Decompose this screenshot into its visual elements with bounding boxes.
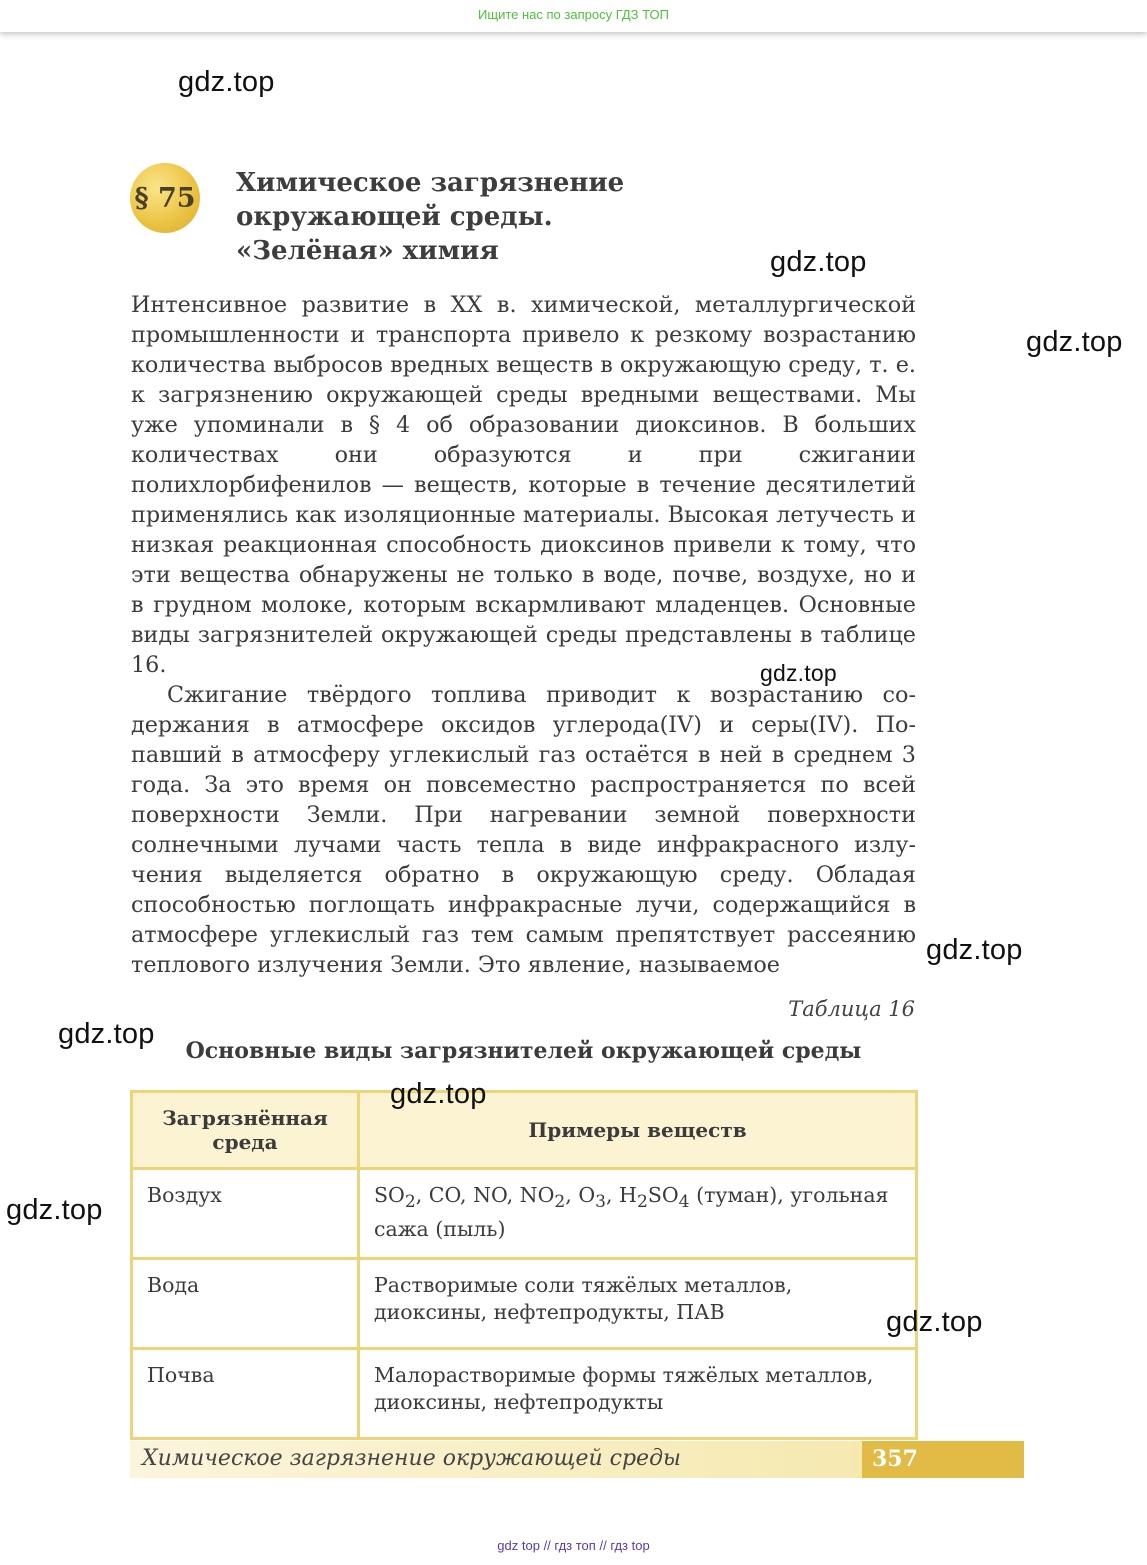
top-bar — [0, 0, 1147, 32]
top-search-link[interactable]: Ищите нас по запросу ГДЗ ТОП — [478, 7, 669, 22]
table-header-row — [132, 1092, 917, 1169]
running-title-band — [130, 1441, 862, 1478]
medium-cell: Воздух — [132, 1169, 359, 1259]
bottom-link[interactable]: gdz top — [497, 1538, 540, 1553]
examples-cell: Малорастворимые формы тяжёлых металлов, диоксины, нефтепродукты — [359, 1349, 917, 1439]
watermark: gdz.top — [886, 1306, 983, 1338]
column-header: Примеры веществ — [359, 1092, 917, 1169]
watermark: gdz.top — [178, 66, 275, 98]
watermark: gdz.top — [58, 1018, 155, 1050]
medium-cell: Почва — [132, 1349, 359, 1439]
table-row — [132, 1259, 917, 1349]
examples-cell: $SO_2$, CO, NO, $NO_2$, $O_3$, $H_2SO_4$ (туман), угольная сажа (пыль) — [359, 1169, 917, 1259]
table-label: Таблица 16 — [788, 997, 915, 1021]
watermark: gdz.top — [390, 1078, 487, 1110]
watermark: gdz.top — [1026, 326, 1123, 358]
running-title: Химическое загрязнение окружающей среды — [142, 1446, 681, 1471]
title-line: Химическое загрязнение — [236, 168, 625, 198]
table-caption: Основные виды загрязнителей окружающей среды — [185, 1038, 862, 1064]
medium-cell: Вода — [132, 1259, 359, 1349]
section-title — [236, 166, 676, 268]
title-line: «Зелёная» химия — [236, 236, 499, 266]
table-row — [132, 1349, 917, 1439]
watermark: gdz.top — [6, 1194, 103, 1226]
page-number-band — [862, 1441, 1024, 1478]
bottom-link[interactable]: гдз top — [610, 1538, 650, 1553]
page-number: 357 — [872, 1446, 918, 1472]
watermark: gdz.top — [760, 660, 837, 686]
examples-tail: (туман), угольная сажа (пыль) — [374, 1183, 889, 1242]
column-header: Загрязнённая среда — [132, 1092, 359, 1169]
watermark: gdz.top — [770, 246, 867, 278]
watermark: gdz.top — [926, 934, 1023, 966]
paragraph: Интенсивное развитие в XX в. химической, металлургической промышленности и транспорта привело к резкому возрастанию количества выбросов вредных веществ в окружающую среду, т. е. к загрязнению окружающей среды вредными веществами. Мы уже упоминали в § 4 об образовании диоксинов. В больших количествах они образуются и при сжигании полихлорбифенилов — веществ, которые в течение десятилетий применялись как изоляционные материалы. Высокая летучесть и низкая реакционная способность диоксинов привели к тому, что эти вещества обнаружены не только в воде, почве, воздухе, но и в грудном молоке, которым вскармливают младенцев. Основные виды загрязнителей окружающей среды представлены в таблице 16. — [131, 292, 916, 678]
separator: // — [543, 1538, 551, 1553]
table-row — [132, 1169, 917, 1259]
separator: // — [599, 1538, 607, 1553]
bottom-links — [0, 1538, 1147, 1553]
examples-cell: Растворимые соли тяжёлых металлов, диоксины, нефтепродукты, ПАВ — [359, 1259, 917, 1349]
pollutants-table — [130, 1090, 918, 1440]
paragraph: Сжигание твёрдого топлива приводит к возрастанию содержания в атмосфере оксидов углерода(IV) и серы(IV). Попавший в атмосферу углекислый газ остаётся в ней в среднем 3 года. За это время он повсеместно распространяется по всей поверхности Земли. При нагревании земной поверхности солнечными лучами часть тепла в виде инфракрасного излучения выделяется обратно в окружающую среду. Обладая способностью поглощать инфракрасные лучи, содержащийся в атмосфере углекислый газ тем самым препятствует рассеянию теплового излучения Земли. Это явление, называемое — [131, 682, 916, 978]
bottom-link[interactable]: гдз топ — [554, 1538, 596, 1553]
section-number-badge: § 75 — [130, 163, 200, 233]
title-line: окружающей среды. — [236, 202, 553, 232]
